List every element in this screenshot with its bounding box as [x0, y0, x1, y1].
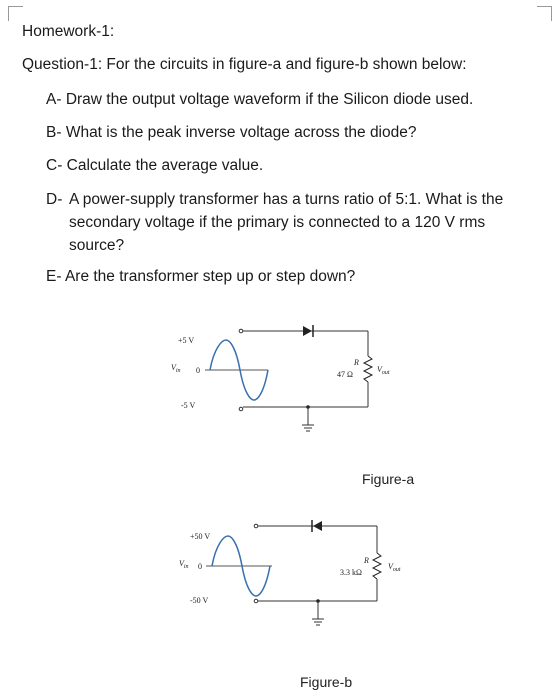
ground-icon — [302, 407, 314, 431]
input-terminal-bottom — [254, 599, 258, 603]
item-letter: B- — [46, 124, 62, 141]
vout-label: $V_{out}$ — [388, 562, 401, 573]
resistor-symbol — [373, 553, 381, 579]
zero-label: 0 — [196, 366, 200, 375]
item-d-text — [69, 188, 503, 257]
resistor-label: R — [364, 556, 369, 565]
item-letter: C- — [46, 157, 63, 174]
item-d-line-1: A power-supply transformer has a turns ratio of 5:1. What is the — [69, 191, 504, 208]
input-terminal-bottom — [239, 407, 243, 411]
item-text: What is the peak inverse voltage across the diode? — [65, 124, 417, 141]
item-letter: E- — [46, 268, 62, 285]
item-text: Draw the output voltage waveform if the Silicon diode used. — [65, 91, 474, 108]
diode-symbol — [312, 520, 322, 532]
zero-label: 0 — [198, 562, 202, 571]
figure-b-caption: Figure-b — [300, 674, 353, 690]
vin-label: $V_{in}$ — [171, 363, 181, 374]
figure-a-caption: Figure-a — [362, 471, 415, 487]
item-letter: A- — [46, 91, 62, 108]
crop-mark-top-left — [8, 6, 23, 21]
question-text: Question-1: For the circuits in figure-a and figure-b shown below: — [22, 56, 467, 73]
item-d-line-3: source? — [69, 237, 125, 254]
diode-symbol — [303, 325, 313, 337]
figure-a-circuit — [0, 310, 560, 500]
vpos-label: +50 V — [190, 532, 211, 541]
item-text: Are the transformer step up or step down? — [64, 268, 356, 285]
item-c — [46, 154, 263, 177]
vneg-label: -5 V — [181, 401, 196, 410]
item-a — [46, 88, 473, 111]
vout-label: $V_{out}$ — [377, 365, 390, 376]
item-d-letter: D- — [46, 191, 63, 208]
vneg-label: -50 V — [190, 596, 209, 605]
ground-icon — [312, 601, 324, 625]
figure-b-circuit — [0, 505, 560, 700]
homework-title: Homework-1: — [22, 23, 115, 40]
item-text: Calculate the average value. — [66, 157, 264, 174]
resistor-value: 3.3 kΩ — [340, 568, 362, 577]
vin-label: $V_{in}$ — [179, 559, 189, 570]
item-d-line-2: secondary voltage if the primary is connected to a 120 V rms — [69, 214, 486, 231]
vpos-label: +5 V — [178, 336, 195, 345]
crop-mark-top-right — [537, 6, 552, 21]
input-terminal-top — [239, 329, 243, 333]
item-b — [46, 121, 417, 144]
item-e — [46, 265, 355, 288]
resistor-value: 47 Ω — [337, 370, 353, 379]
input-terminal-top — [254, 524, 258, 528]
resistor-symbol — [364, 356, 372, 382]
resistor-label: R — [354, 358, 359, 367]
